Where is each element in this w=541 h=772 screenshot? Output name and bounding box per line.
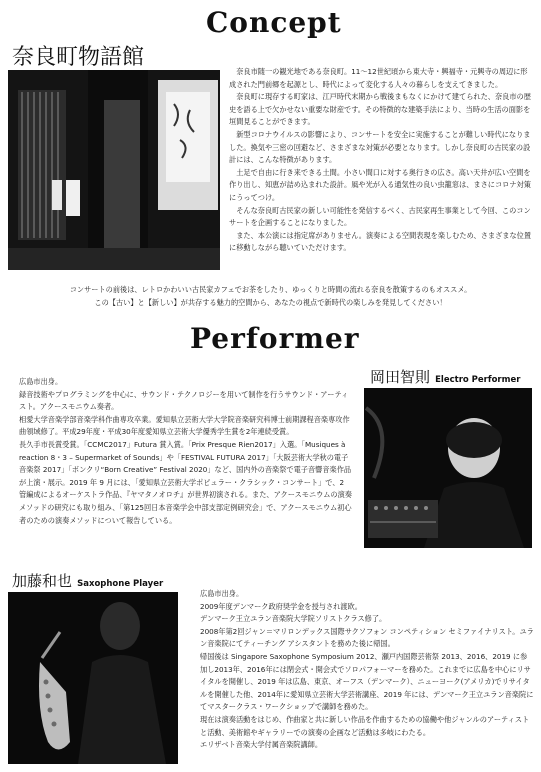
venue-photo (8, 70, 220, 270)
performer-2-name: 加藤和也 (12, 572, 73, 590)
concept-paragraph: 奈良町に現存する町家は、江戸時代末期から戦後まもなくにかけて建てられた、奈良市の歴史を語る上で欠かせない重要な財産です。その特徴的な建築手法により、当時の生活の面影を垣間見ることができます。 (229, 92, 531, 127)
concept-paragraph: 新型コロナウイルスの影響により、コンサートを安全に実施することが難しい時代になりました。換気や三密の回避など、さまざまな対策が必要となります。しかし奈良町の古民家の設計には、こんな特徴があります。 (229, 129, 531, 165)
concept-heading: Concept (206, 6, 342, 39)
bio-line: デンマーク王立ユラン音楽院大学院ソリストクラス修了。 (200, 614, 387, 624)
bio-line: 相愛大学音楽学部音楽学科作曲専攻卒業。愛知県立芸術大学大学院音楽研究科博士前期課程音楽専攻作曲領域修了。平成29年度・平成30年度愛知県立芸術大学優秀学生賞を2年連続受賞。 (19, 414, 350, 437)
performer-2-photo (8, 592, 178, 764)
concept-paragraph: 奈良市随一の観光地である奈良町。11～12世紀頃から東大寺・興福寺・元興寺の周辺に形成された門前郷を起源とし、時代によって変化する人々の暮らしを支えてきました。 (229, 67, 528, 89)
concept-paragraph: 土足で自由に行き来できる土間。小さい間口に対する奥行きの広さ。高い天井が広い空間を作り出し、知恵が詰め込まれた設計。風や光が入る通気性の良い虫籠窓は、まさにコロナ対策にうってつけ。 (229, 167, 531, 202)
performer-1-photo-image (364, 388, 532, 548)
performer-1-photo (364, 388, 532, 548)
performer-1-role: Electro Performer (435, 375, 521, 385)
concept-footer (18, 284, 523, 309)
concept-text (229, 66, 534, 255)
bio-line: 広島市出身。 (19, 377, 63, 386)
bio-line: エリザベト音楽大学付属音楽院講師。 (200, 740, 323, 750)
venue-title: 奈良町物語館 (12, 45, 145, 70)
performer-1-header (370, 366, 520, 387)
concept-paragraph: また、本公演には指定席がありません。演奏による空間表現を楽しむため、さまざまな位置に移動しながら聴いていただけます。 (229, 230, 532, 253)
bio-line: 2008年第2回ジャン＝マリロンデックス国際サクソフォン コンペティション セミファイナリスト。ユラン音楽院にてティーチング アシスタントを務めた後に帰国。 (200, 626, 534, 649)
bio-line: 広島市出身。 (200, 589, 244, 598)
performer-2-role: Saxophone Player (77, 579, 164, 589)
performer-2-bio (200, 588, 534, 752)
concept-footer-line: この【古い】と【新しい】が共存する魅力的空間から、あなたの視点で新時代の楽しみを発見してください！ (94, 297, 447, 307)
bio-line: 長久手市長賞受賞。「CCMC2017」Futura 賞入賞。「Prix Presque Rien2017」入選。「Musiques à reaction 8・3 – Supermarket of Sounds」や「FESTIVAL FUTURA 2017」「大阪芸術大学秋の電子音楽祭 2017」「ボンクリ“Born Creative” Festival 2020」など、国内外の音楽祭で電子音響音楽作品が上演・展示。2019 年 9 月には、「愛知県立芸術大学ポピュラー・クラシック・コンサート」で、2 管編成によるオーケストラ作品、『ヤマタノオロチ』が世界初演される。また、アクースモニウムの演奏メソッドの研究にも取り組み、「第125回日本音楽学会中部支部定例研究会」で、アクースモニウム初心者のための演奏メソッドについて報告している。 (19, 439, 352, 525)
performer-2-header (12, 570, 163, 591)
performer-1-name: 岡田智則 (370, 368, 431, 386)
concept-footer-line: コンサートの前後は、レトロかわいい古民家カフェでお茶をしたり、ゆっくりと時間の流れる奈良を散策するのもオススメ。 (69, 285, 472, 294)
venue-photo-image (8, 70, 220, 270)
performer-2-photo-image (8, 592, 178, 764)
bio-line: 録音技術やプログラミングを中心に、サウンド・テクノロジーを用いて制作を行うサウンド・アーティスト。アクースモニウム奏者。 (19, 389, 349, 412)
bio-line: 現在は演奏活動をはじめ、作曲家と共に新しい作品を作曲するための協働や他ジャンルのアーティストと活動、美術館やギャラリーでの演奏の企画など活動は多岐にわたる。 (200, 714, 530, 737)
concept-paragraph: そんな奈良町古民家の新しい可能性を発信するべく、古民家再生事業として今回、このコンサートを企画することになりました。 (229, 205, 531, 228)
bio-line: 2009年度デンマーク政府奨学金を授与され渡欧。 (200, 601, 362, 611)
bio-line: 帰国後は Singapore Saxophone Symposium 2012、瀬戸内国際芸術祭 2013、2016、2019 に参加し2013年、2016年には閉会式・開会式でソロパフォーマーを務めた。これまでに広島を中心にリサイタルを開催し、2019 年は広島、東京、オーフス（デンマーク）、ニューヨーク(アメリカ)でリサイタルを開催した他、2014年に愛知県立芸術大学芸術講座、2019 年には、デンマーク王立ユラン音楽院にてマスタークラス・ワークショップで講師を務めた。 (200, 651, 534, 712)
performer-heading: Performer (190, 322, 360, 355)
performer-1-bio (19, 376, 353, 527)
